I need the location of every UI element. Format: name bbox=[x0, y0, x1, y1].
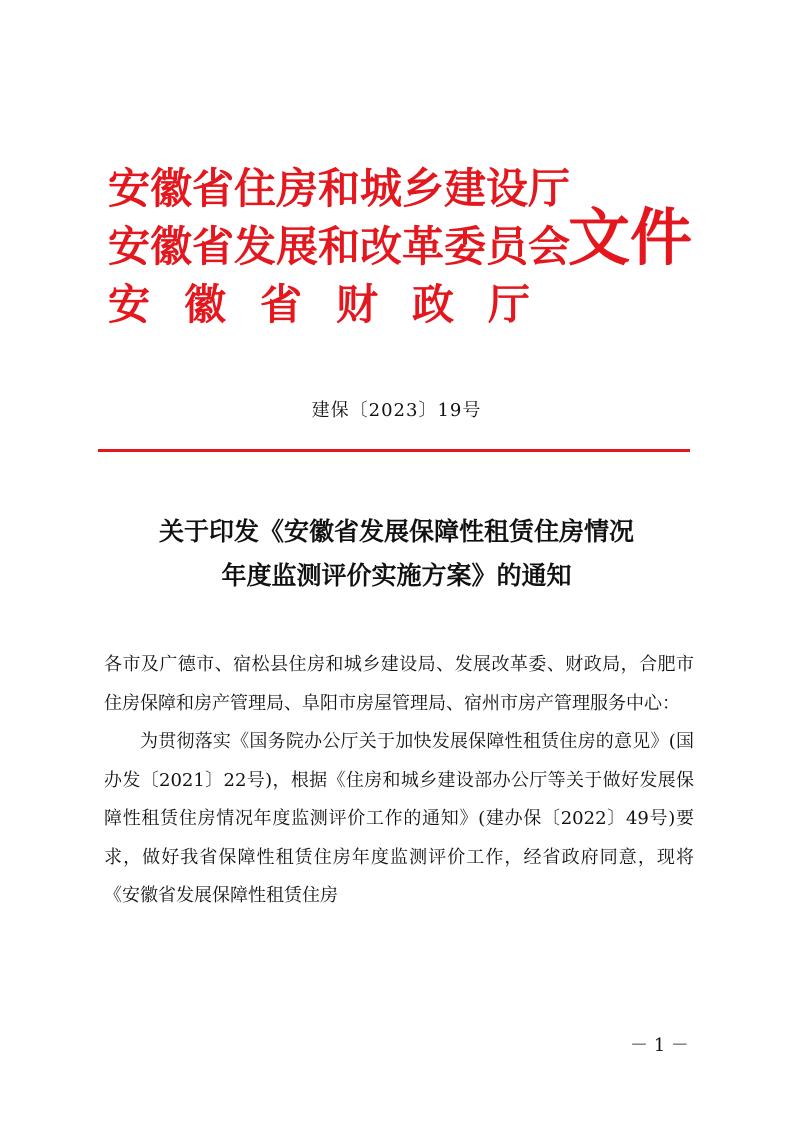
issuer-block bbox=[108, 160, 571, 334]
issuer-finance-department: 安徽省财政厅 bbox=[108, 280, 565, 329]
document-title bbox=[80, 510, 713, 598]
document-type-label: 文件 bbox=[568, 201, 693, 274]
issuer-housing-department: 安徽省住房和城乡建设厅 bbox=[108, 164, 571, 213]
red-divider-line bbox=[98, 449, 690, 452]
addressee-paragraph: 各市及广德市、宿松县住房和城乡建设局、发展改革委、财政局，合肥市住房保障和房产管理局、阜阳市房屋管理局、宿州市房产管理服务中心： bbox=[104, 654, 694, 714]
page-number: － 1 － bbox=[630, 1035, 689, 1056]
title-line-2: 年度监测评价实施方案》的通知 bbox=[221, 561, 572, 590]
document-number: 建保〔2023〕19号 bbox=[311, 400, 482, 421]
body-paragraph-1: 为贯彻落实《国务院办公厅关于加快发展保障性租赁住房的意见》(国办发〔2021〕22号)，根据《住房和城乡建设部办公厅等关于做好发展保障性租赁住房情况年度监测评价工作的通知》(建办保〔2022〕49号)要求，做好我省保障性租赁住房年度监测评价工作，经省政府同意，现将《安徽省发展保障性租赁住房 bbox=[104, 731, 694, 906]
document-body bbox=[104, 646, 694, 916]
issuer-development-reform-commission: 安徽省发展和改革委员会 bbox=[108, 222, 571, 271]
title-line-1: 关于印发《安徽省发展保障性租赁住房情况 bbox=[158, 517, 634, 546]
